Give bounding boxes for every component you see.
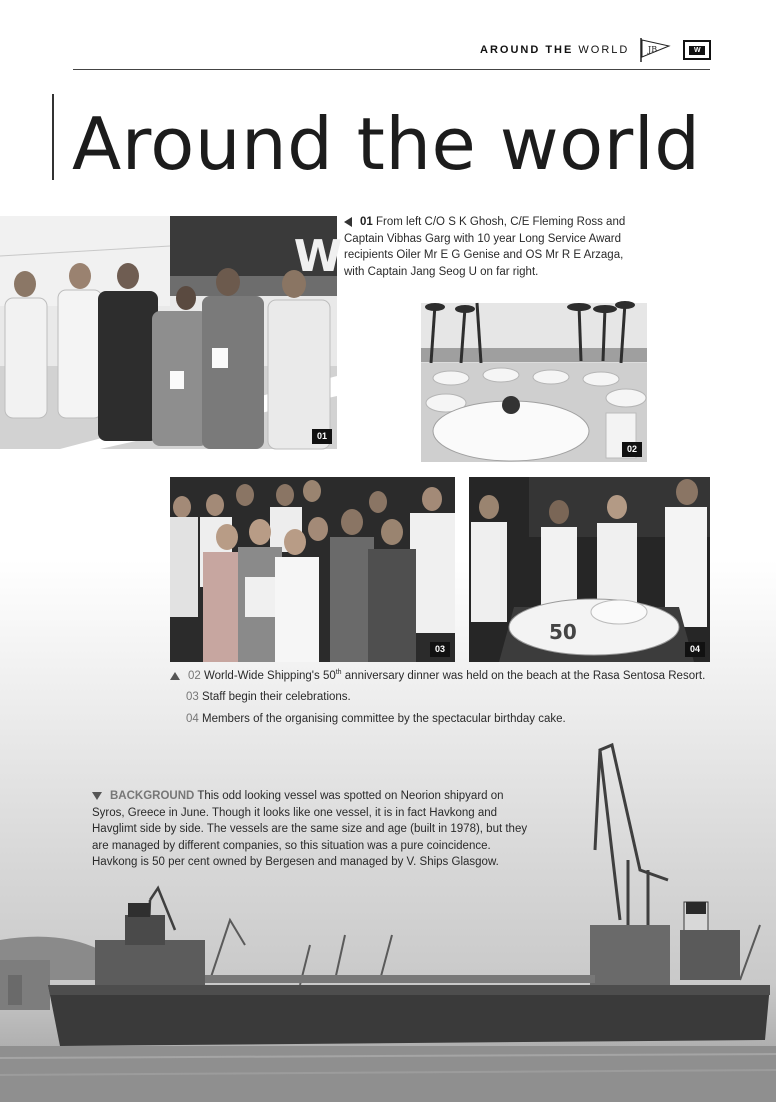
caption-02-number: 02 [188,669,201,682]
ww-logo-icon: W [683,40,711,60]
photo-number-03: 03 [430,642,450,657]
arrow-down-icon [92,792,102,800]
section-title [480,44,629,56]
photo-number-02: 02 [622,442,642,457]
background-caption-text: This odd looking vessel was spotted on Neorion shipyard on Syros, Greece in June. Though it looks like one vessel, it is in fact Havkong and Havglimt side by side. The vessels are the same size and age (built in 1978), but they are managed by different companies, so this situation was a pure coincidence. Havkong is 50 per cent owned by Bergesen and managed by V. Ships Glasgow. [92,790,528,868]
caption-02-sup: th [335,669,342,676]
flag-logo-icon [639,37,671,63]
page-title: Around the world [72,102,701,186]
caption-04-text: Members of the organising committee by the spectacular birthday cake. [198,713,566,725]
photo-number-01: 01 [312,429,332,444]
photo-01-crew-award [0,216,343,449]
photo-02-beach-dinner [421,303,647,462]
arrow-up-icon [170,672,180,680]
svg-text:JB: JB [648,45,658,54]
photo-04-birthday-cake [469,477,710,662]
photo-03-staff-celebration [170,477,455,662]
background-caption [92,788,532,871]
caption-01 [344,214,644,280]
caption-02-text-b: anniversary dinner was held on the beach at the Rasa Sentosa Resort. [341,669,706,682]
photo-02-scene [421,303,647,462]
photo-number-04: 04 [685,642,705,657]
caption-03-text: Staff begin their celebrations. [198,691,351,703]
photo-04-scene [469,477,710,662]
photo-03-scene [170,477,455,662]
title-accent-bar [52,94,54,180]
arrow-left-icon [344,217,352,227]
cake-text: 50 [549,620,577,644]
caption-03 [186,689,726,706]
photo-01-scene [0,216,343,449]
caption-04-number: 04 [186,713,199,725]
background-label: BACKGROUND [110,790,195,802]
caption-01-text: From left C/O S K Ghosh, C/E Fleming Ross and Captain Vibhas Garg with 10 year Long Service Award recipients Oiler Mr E G Genise and OS Mr R E Arzaga, with Captain Jang Seog U on far right. [344,216,626,278]
ship-hull-letter: W [293,231,343,282]
caption-04 [186,711,726,728]
caption-02-text-a: World-Wide Shipping's 50 [200,669,336,682]
caption-01-number: 01 [360,216,373,228]
section-header [480,38,711,62]
caption-03-number: 03 [186,691,199,703]
section-title-light: WORLD [578,44,630,56]
section-title-bold: AROUND THE [480,44,574,56]
caption-02 [170,665,730,684]
header-rule [73,69,710,70]
